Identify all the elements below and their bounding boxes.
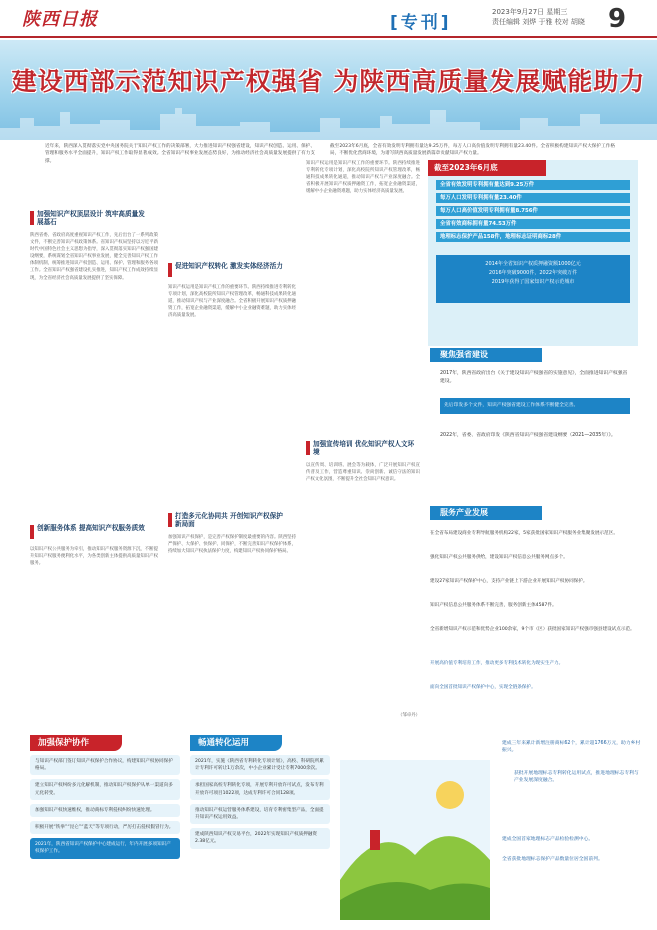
stat-bar: 每万人口发明专利拥有量23.40件 [436,193,630,203]
transfer-panel-title: 畅通转化运用 [190,735,282,751]
section-body: 知识产权运用是知识产权工作的重要环节。陕西持续推进专利转化专项计划，深化高校院所知识产权管理改革，畅通科技成果转化通道，推动知识产权与产业深度融合。全省积极开展知识产权质押融资工作，拓宽企业融资渠道，缓解中小企业融资难题，助力实体经济高质量发展。 [168,285,296,319]
stat-bar: 地理标志保护产品158件，地理标志证明商标28件 [436,232,630,242]
bullet-item: 获批开展地理标志专利转化运用试点，推进地理标志专利与产业发展深度融合。 [514,771,639,784]
section-body: 陕西省委、省政府高度重视知识产权工作，先后出台了一系列政策文件，不断完善知识产权政策体系。省知识产权局坚持以习近平新时代中国特色社会主义思想为指导，深入贯彻落实知识产权强国建设纲要，系统谋划全省知识产权事业发展，健全完善知识产权工作体制机制，统筹推进知识产权创造、运用、保护、管理和服务各项工作。全省知识产权强省建设扎实推进，知识产权工作成效持续显现，为全省经济社会高质量发展提供了坚实保障。 [30,233,158,281]
protect-item: 与知识产权部门签订知识产权保护合作协议，构建知识产权协同保护格局。 [30,755,180,775]
byline: （邹卓丹） [398,713,420,718]
stats-info-box: 2014年全省知识产权质押融资额1000亿元 2016年突破9000件，2022年突破万件 2019年获得了国家知识产权示范城市 [436,255,630,303]
section-label: [专刊] [390,13,452,33]
section-heading: 打造多元化协同共 开创知识产权保护新局面 [168,512,288,528]
service-item: 强化知识产权公共服务供给，建设知识产权信息公共服务网点多个。 [430,555,568,560]
focus-item: 2017年，陕西省政府出台《关于建设知识产权强省的实施意见》，全面推进知识产权强省建设。 [440,371,628,384]
bullet-item: 建成全国首家地理标志产品检验检测中心。 [502,837,594,842]
service-item: 知识产权信息公共服务体系不断完善，服务创新主体4587件。 [430,603,557,608]
bullet-item: 全省获批地理标志保护产品数量位居全国前列。 [502,857,603,862]
date-line: 2023年9月27日 星期三 责任编辑 刘烨 于雅 校对 胡晓 [492,8,585,26]
lead-paragraph-right: 截至2023年6月底，全省有效发明专利拥有量达9.25万件，每万人口高价值发明专利拥有量23.40件。全省积极构建知识产权大保护工作格局，不断优化营商环境，为谱写陕西高质量发展新篇章贡献知识产权力量。 [330,144,615,157]
protect-item: 2021年，陕西省知识产权保护中心建成运行，年内开展多项知识产权保护工作。 [30,838,180,858]
section-heading: 加强宣传培训 优化知识产权人文环境 [306,440,416,456]
section-body: 以宣传周、培训班、展会等为载体，广泛开展知识产权宣传普及工作，营造尊重知识、崇尚创新、诚信守法的知识产权文化氛围，不断提升全社会知识产权意识。 [306,463,420,483]
stat-bar: 全省有效商标拥有量74.53万件 [436,219,630,229]
landscape-illustration [340,760,490,920]
service-item: 在全省布局建设商业专利导航服务机构22家，5家获批国家知识产权服务业集聚发展示范区。 [430,531,618,536]
main-headline: 建设西部示范知识产权强省 为陕西高质量发展赋能助力 [11,67,646,96]
title-banner [0,40,657,140]
service-item: 开展高价值专利培育工作，推动更多专利技术转化为现实生产力。 [430,661,564,666]
transfer-item: 建成陕西知识产权交易平台，2022年实现知识产权质押融资2.38亿元。 [190,828,330,848]
section-heading: 促进知识产权转化 激发实体经济活力 [168,262,288,270]
service-section-title: 服务产业发展 [430,506,542,520]
section-heading: 创新服务体系 提高知识产权服务质效 [30,524,150,532]
page-number: 9 [608,4,627,34]
service-item: 建设27家知识产权保护中心，支持产业链上下游企业开展知识产权协同保护。 [430,579,588,584]
protect-item: 加强知识产权快速维权，推动商标专利侵权纠纷快速处理。 [30,804,180,817]
newspaper-logo: 陕西日报 [22,9,98,30]
page-header [0,0,657,38]
service-item: 全省新增知识产权示范和优势企业100余家，9个市（区）获批国家知识产权强市强县建设试点示范。 [430,627,635,632]
focus-section-title: 聚焦强省建设 [430,348,542,362]
section-body-continued: 知识产权运用是知识产权工作的重要环节。陕西持续推进专利转化专项计划，深化高校院所知识产权管理改革，畅通科技成果转化通道，推动知识产权与产业深度融合。全省积极开展知识产权质押融资工作，拓宽企业融资渠道，缓解中小企业融资难题，助力实体经济高质量发展。 [306,161,420,195]
focus-item: 2022年，省委、省政府印发《陕西省知识产权强省建设纲要（2021—2035年）》。 [440,433,616,438]
section-body: 以知识产权公共服务为牵引，推动知识产权服务资源下沉，不断提升知识产权服务便利化水平，为各类创新主体提供高质量知识产权服务。 [30,547,158,567]
transfer-item: 推动知识产权运营服务体系建设，培育专利密集型产品，全面提升知识产权运用效益。 [190,804,330,824]
city-skyline-illustration [0,100,657,140]
protect-panel [30,735,180,921]
transfer-item: 2021年，实施《陕西省专利转化专项计划》，高校、科研院所累计专利许可转让1万余次，中小企业累计受让专利7000余次。 [190,755,330,775]
protect-panel-title: 加强保护协作 [30,735,122,751]
transfer-item: 承担国家高校专利转化专项，开展专利开放许可试点，发布专利开放许可项目1022项，达成专利许可合同128项。 [190,779,330,799]
focus-item: 先后印发多个文件，知识产权强省建设工作体系不断健全完善。 [440,398,630,414]
section-heading: 加强知识产权顶层设计 筑牢高质量发展基石 [30,210,150,226]
protect-item: 建立知识产权纠纷多元化解机制，推动知识产权保护从单一渠道向多元化转变。 [30,779,180,799]
service-item: 面向全国首批知识产权保护中心，实现全链条保护。 [430,685,536,690]
stats-box-title: 截至2023年6月底 [428,160,546,176]
protect-item: 积极开展“铁拳”“昆仑”“蓝天”等专项行动，严厉打击侵权假冒行为。 [30,821,180,834]
transfer-panel [190,735,330,921]
stat-bar: 全省有效发明专利拥有量达到9.25万件 [436,180,630,190]
bullet-item: 建成三年来累计新增注册商标62个，累计超1766万元，助力乡村振兴。 [502,741,641,754]
stat-bar: 每万人口高价值发明专利拥有量8.756件 [436,206,630,216]
lead-paragraph-left: 近年来，陕西深入贯彻落实党中央国务院关于知识产权工作的决策部署，大力推进知识产权强省建设，知识产权创造、运用、保护、管理和服务水平全面提升，知识产权工作取得显著成效。全省知识产权事业发展态势良好，为推动经济社会高质量发展提供了有力支撑。 [45,144,315,164]
section-body: 加强知识产权保护，是完善产权保护制度最重要的内容。陕西坚持严保护、大保护、快保护、同保护，不断完善知识产权保护体系，持续加大知识产权执法保护力度，构建知识产权协同保护格局。 [168,535,296,555]
